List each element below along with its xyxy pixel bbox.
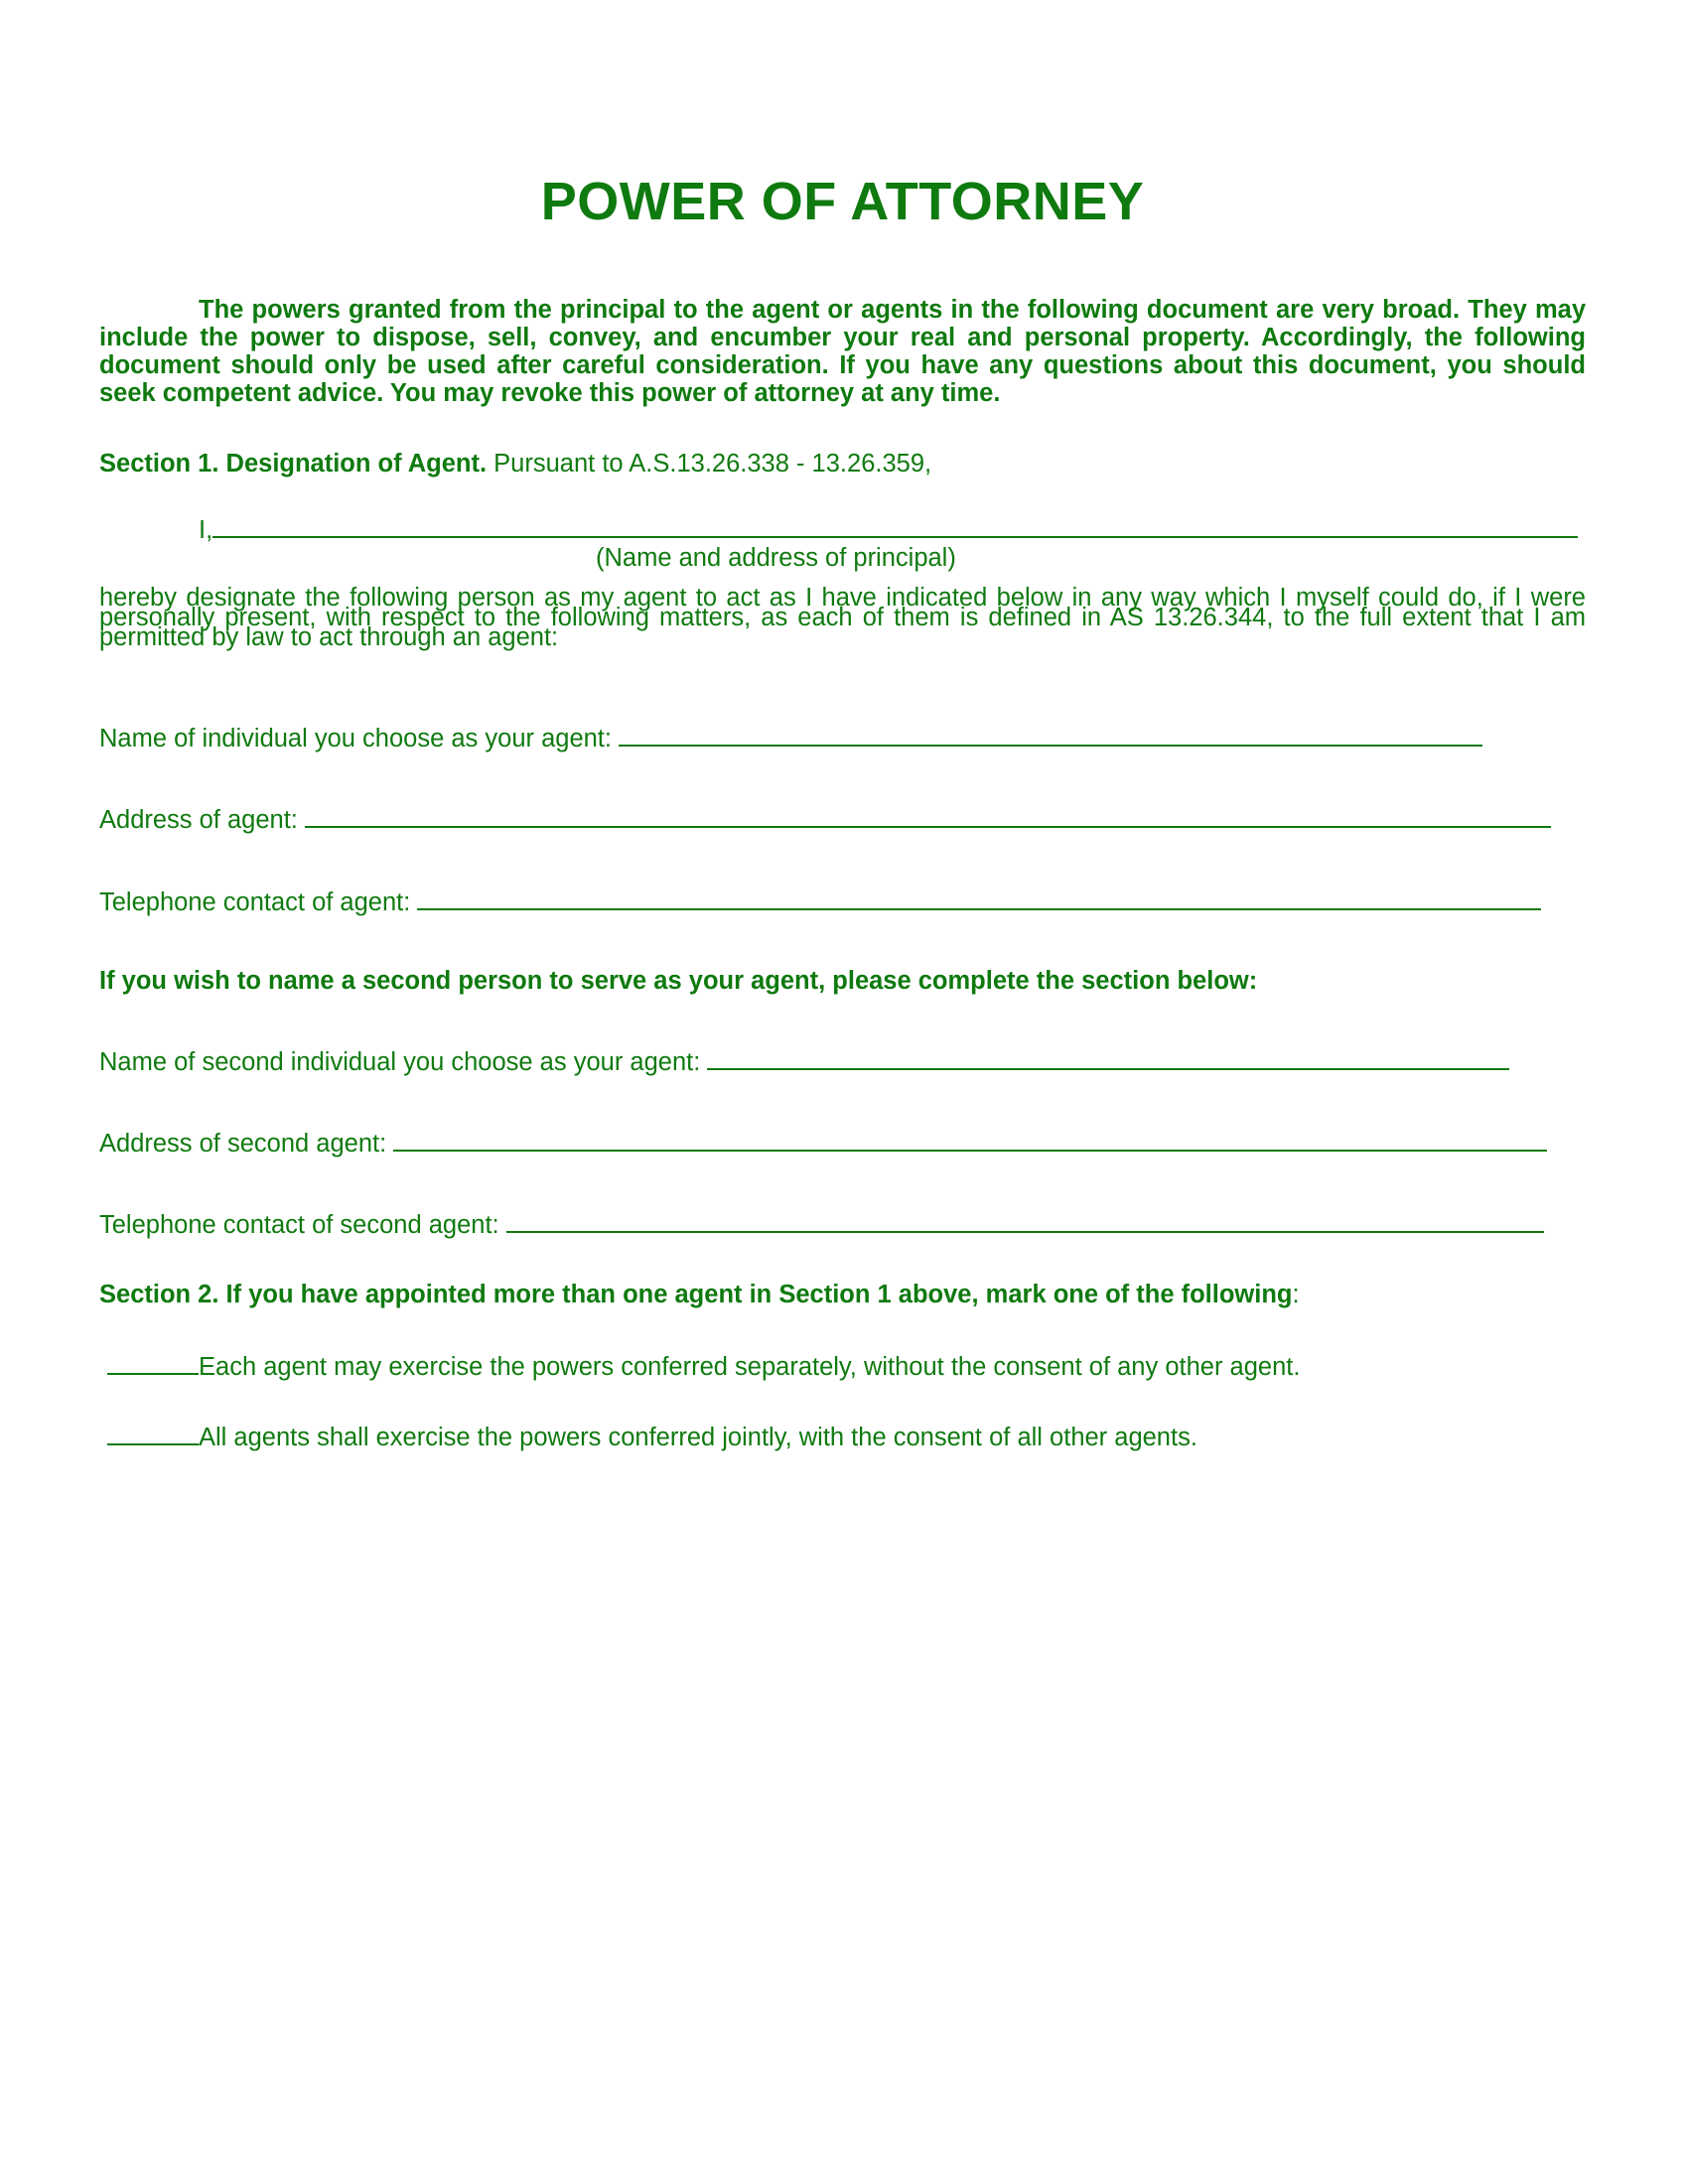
principal-prefix: I,: [199, 516, 213, 544]
agent-phone-row: [99, 887, 1586, 916]
option-jointly-label: All agents shall exercise the powers conferred jointly, with the consent of all other agents.: [199, 1424, 1197, 1451]
principal-row: [99, 514, 1685, 544]
agent-address-label: Address of agent:: [99, 806, 305, 834]
second-agent-heading: If you wish to name a second person to serve as your agent, please complete the section below:: [99, 967, 1258, 995]
document-title: POWER OF ATTORNEY: [540, 172, 1145, 231]
designation-paragraph: hereby designate the following person as my agent to act as I have indicated below in any way which I myself could do, if I were personally present, with respect to the following matters, as each of them is defined in AS 13.26.344, to the full extent that I am permitted by law to act through an agent:: [99, 584, 1586, 651]
second-agent-phone-row: [99, 1209, 1586, 1239]
section2-colon: :: [1292, 1281, 1300, 1308]
option-separately-label: Each agent may exercise the powers conferred separately, without the consent of any other agent.: [199, 1353, 1301, 1381]
section2-heading: Section 2. If you have appointed more than one agent in Section 1 above, mark one of the following: [99, 1281, 1293, 1308]
second-agent-name-label: Name of second individual you choose as your agent:: [99, 1048, 708, 1076]
agent-address-field[interactable]: [305, 804, 1551, 828]
option-jointly-mark[interactable]: [107, 1422, 199, 1445]
section1-statute: Pursuant to A.S.13.26.338 - 13.26.359,: [487, 450, 932, 478]
second-agent-name-row: [99, 1046, 1586, 1076]
agent-address-row: [99, 804, 1586, 834]
section2-line: [99, 1281, 1586, 1308]
second-agent-address-field[interactable]: [393, 1128, 1547, 1152]
section1-heading: Section 1. Designation of Agent.: [99, 450, 488, 478]
principal-caption: (Name and address of principal): [596, 544, 956, 572]
intro-warning: The powers granted from the principal to the agent or agents in the following document are very broad. They may include the power to dispose, sell, convey, and encumber your real and personal property. Accordingly, the following document should only be used after careful consideration. If you have any questions about this document, you should seek competent advice. You may revoke this power of attorney at any time.: [99, 296, 1586, 407]
second-agent-name-field[interactable]: [707, 1046, 1509, 1070]
option-jointly-row: [99, 1422, 1594, 1451]
option-separately-row: [99, 1351, 1594, 1381]
agent-phone-label: Telephone contact of agent:: [99, 888, 418, 916]
section1-line: [99, 450, 931, 478]
agent-name-field[interactable]: [619, 723, 1482, 747]
second-agent-phone-label: Telephone contact of second agent:: [99, 1211, 506, 1239]
principal-field[interactable]: [212, 514, 1578, 538]
second-agent-phone-field[interactable]: [506, 1209, 1544, 1233]
option-separately-mark[interactable]: [107, 1351, 199, 1375]
agent-name-label: Name of individual you choose as your agent:: [99, 725, 620, 752]
second-agent-address-row: [99, 1128, 1586, 1158]
second-agent-address-label: Address of second agent:: [99, 1130, 394, 1158]
agent-phone-field[interactable]: [417, 887, 1541, 910]
agent-name-row: [99, 723, 1586, 752]
